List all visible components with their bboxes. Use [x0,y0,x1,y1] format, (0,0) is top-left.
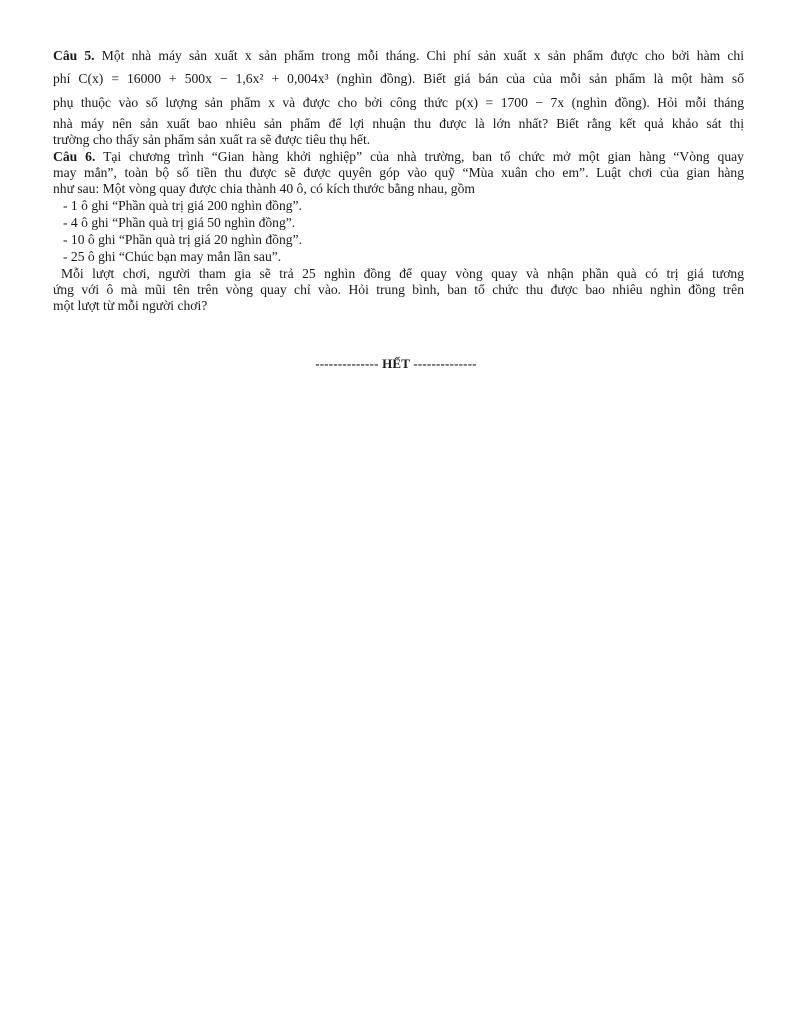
q6-label: Câu 6. [53,149,96,164]
q6-item-2: - 4 ô ghi “Phần quà trị giá 50 nghìn đồng”. [63,215,296,230]
q6-line-3: như sau: Một vòng quay được chia thành 40 ô, có kích thước bằng nhau, gồm [53,181,475,196]
q5-label: Câu 5. [53,48,95,63]
q6-closing-3: một lượt từ mỗi người chơi? [53,298,208,313]
q6-item-1: - 1 ô ghi “Phần quà trị giá 200 nghìn đồng”. [63,198,302,213]
q5-line-3: phụ thuộc vào số lượng sản phẩm x và được cho bởi công thức p(x) = 1700 − 7x (nghìn đồng). Hỏi mỗi tháng [53,95,744,110]
q6-line-2: may mắn”, toàn bộ số tiền thu được sẽ được quyên góp vào quỹ “Mùa xuân cho em”. Luật chơi của gian hàng [53,165,744,180]
q6-closing-2: ứng với ô mà mũi tên trên vòng quay chỉ vào. Hỏi trung bình, ban tổ chức thu được bao nhiêu nghìn đồng trên [53,282,744,297]
q5-line-2: phí C(x) = 16000 + 500x − 1,6x² + 0,004x³ (nghìn đồng). Biết giá bán của của mỗi sản phẩm là một hàm số [53,71,744,86]
q6-closing-1: Mỗi lượt chơi, người tham gia sẽ trả 25 nghìn đồng để quay vòng quay và nhận phần quà có trị giá tương [61,266,744,281]
q5-line-1: Câu 5. Một nhà máy sản xuất x sản phẩm trong mỗi tháng. Chi phí sản xuất x sản phẩm được cho bởi hàm chi [53,48,744,63]
end-marker: -------------- HẾT -------------- [315,356,477,371]
q5-line-5: trường cho thấy sản phẩm sản xuất ra sẽ được tiêu thụ hết. [53,132,371,147]
q6-item-3: - 10 ô ghi “Phần quà trị giá 20 nghìn đồng”. [63,232,302,247]
q6-line-1: Câu 6. Tại chương trình “Gian hàng khởi nghiệp” của nhà trường, ban tổ chức mở một gian hàng “Vòng quay [53,149,744,164]
q6-item-4: - 25 ô ghi “Chúc bạn may mắn lần sau”. [63,249,282,264]
q5-line-4: nhà máy nên sản xuất bao nhiêu sản phẩm để lợi nhuận thu được là lớn nhất? Biết rằng kết quả khảo sát thị [53,116,744,131]
